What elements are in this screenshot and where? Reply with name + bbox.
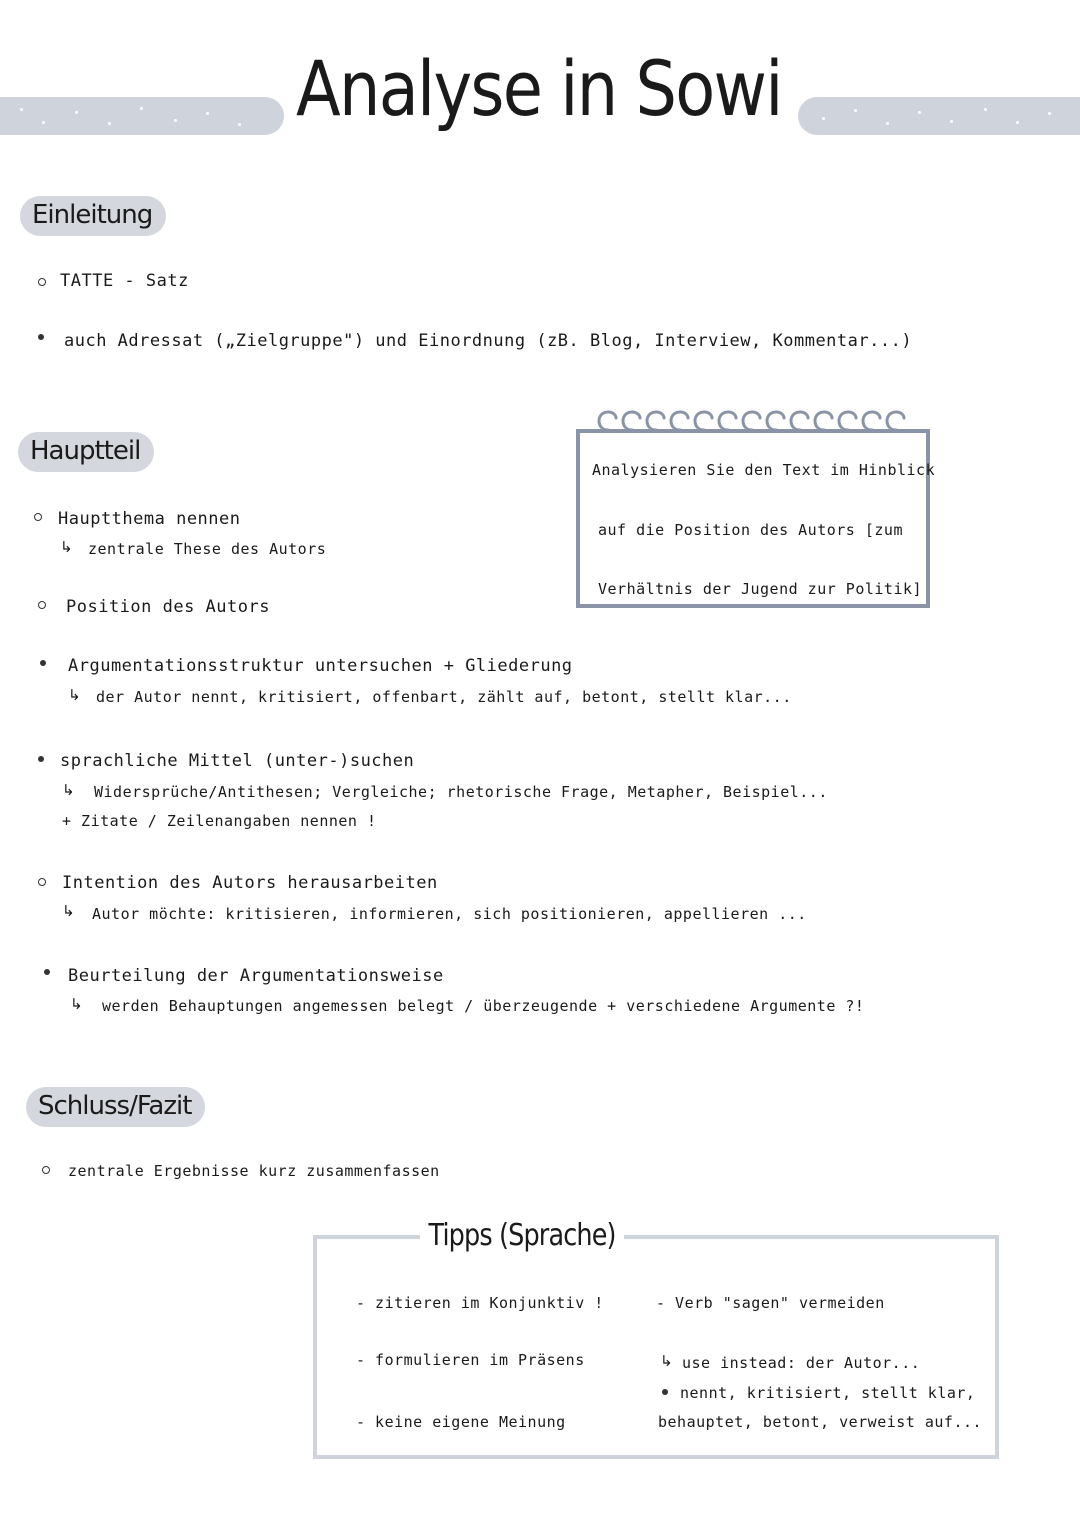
title-decor-left [0,97,284,135]
section-heading-hauptteil: Hauptteil [18,432,154,472]
list-item: zentrale Ergebnisse kurz zusammenfassen [68,1162,440,1180]
arrow-icon: ↳ [660,1352,673,1370]
tips-heading: Tipps (Sprache) [420,1218,624,1253]
tip-item: behauptet, betont, verweist auf... [658,1413,983,1431]
list-subitem: der Autor nennt, kritisiert, offenbart, zählt auf, betont, stellt klar... [96,688,792,706]
tip-item: nennt, kritisiert, stellt klar, [680,1384,976,1402]
bullet [38,756,44,762]
bullet [42,1166,50,1174]
list-subitem: + Zitate / Zeilenangaben nennen ! [62,812,377,830]
tip-item: - zitieren im Konjunktiv ! [356,1294,604,1312]
spiral-binding-icon [594,404,924,444]
bullet [38,601,46,609]
list-subitem: Widersprüche/Antithesen; Vergleiche; rhetorische Frage, Metapher, Beispiel... [94,783,828,801]
arrow-icon: ↳ [70,995,83,1013]
list-item: Position des Autors [66,597,270,617]
arrow-icon: ↳ [68,686,81,704]
tip-item: - Verb "sagen" vermeiden [656,1294,885,1312]
list-subitem: Autor möchte: kritisieren, informieren, sich positionieren, appellieren ... [92,905,807,923]
list-item: TATTE - Satz [60,271,189,291]
tip-item: - keine eigene Meinung [356,1413,566,1431]
bullet [38,278,46,286]
arrow-icon: ↳ [62,902,75,920]
task-card-line: Verhältnis der Jugend zur Politik] [598,580,923,598]
list-item: Beurteilung der Argumentationsweise [68,966,444,986]
bullet [40,660,46,666]
bullet [662,1389,668,1395]
section-heading-einleitung: Einleitung [20,196,166,236]
list-item: Hauptthema nennen [58,509,241,529]
list-item: Intention des Autors herausarbeiten [62,873,438,893]
task-card-line: auf die Position des Autors [zum [598,521,903,539]
bullet [38,878,46,886]
list-item: Argumentationsstruktur untersuchen + Gliederung [68,656,573,676]
section-heading-schluss: Schluss/Fazit [26,1087,205,1127]
bullet [38,334,44,340]
arrow-icon: ↳ [62,781,75,799]
list-item: sprachliche Mittel (unter-)suchen [60,751,415,771]
tip-item: - formulieren im Präsens [356,1351,585,1369]
list-subitem: zentrale These des Autors [88,540,327,558]
list-subitem: werden Behauptungen angemessen belegt / überzeugende + verschiedene Argumente ?! [102,997,865,1015]
arrow-icon: ↳ [60,538,73,556]
tip-item: use instead: der Autor... [682,1354,921,1372]
list-item: auch Adressat („Zielgruppe") und Einordnung (zB. Blog, Interview, Kommentar...) [64,331,913,351]
bullet [34,513,42,521]
page-title: Analyse in Sowi [296,44,782,133]
bullet [44,969,50,975]
title-decor-right [798,97,1080,135]
task-card-line: Analysieren Sie den Text im Hinblick [592,461,936,479]
task-card [576,429,936,608]
